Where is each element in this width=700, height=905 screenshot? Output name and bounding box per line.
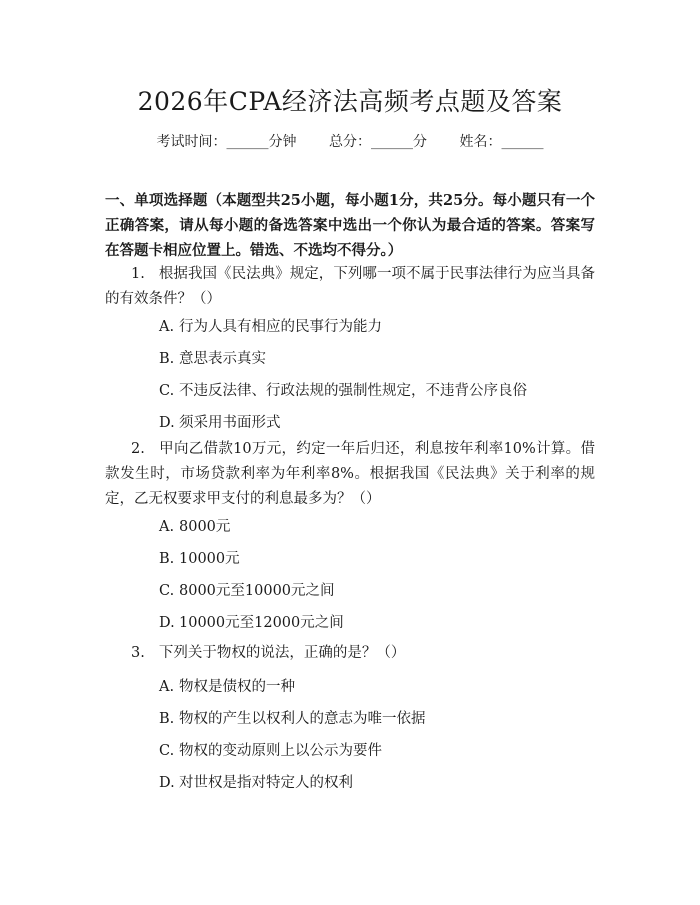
option-letter: A. <box>159 679 175 695</box>
section-heading: 一、单项选择题（本题型共25小题，每小题1分，共25分。每小题只有一个正确答案，请从每小题的备选答案中选出一个你认为最合适的答案。答案写在答题卡相应位置上。错选、不选均不得分。） <box>105 192 595 259</box>
option-2b <box>159 549 599 569</box>
option-text: 物权的产生以权利人的意志为唯一依据 <box>179 711 426 727</box>
option-text: 8000元 <box>179 519 231 535</box>
option-1c <box>159 381 599 401</box>
question-text: 下列关于物权的说法，正确的是？（） <box>158 645 406 661</box>
option-letter: B. <box>159 551 175 567</box>
option-letter: C. <box>159 743 175 759</box>
option-1b <box>159 349 599 369</box>
option-text: 须采用书面形式 <box>179 415 281 431</box>
option-3a <box>159 677 599 697</box>
option-letter: D. <box>159 775 175 791</box>
option-text: 10000元至12000元之间 <box>179 615 344 631</box>
option-text: 对世权是指对特定人的权利 <box>179 775 353 791</box>
option-2d <box>159 613 599 633</box>
option-2c <box>159 581 599 601</box>
option-text: 不违反法律、行政法规的强制性规定，不违背公序良俗 <box>179 383 527 399</box>
question-2 <box>105 437 595 512</box>
total-score-field: 总分：______分 <box>329 134 427 150</box>
option-letter: B. <box>159 711 175 727</box>
option-text: 行为人具有相应的民事行为能力 <box>179 319 382 335</box>
page-title: 2026年CPA经济法高频考点题及答案 <box>137 87 563 116</box>
option-letter: D. <box>159 415 175 431</box>
question-1 <box>105 262 595 312</box>
option-3d <box>159 773 599 793</box>
question-number: 3. <box>131 645 145 661</box>
option-letter: A. <box>159 519 175 535</box>
option-letter: C. <box>159 383 175 399</box>
option-letter: A. <box>159 319 175 335</box>
question-number: 1. <box>131 266 145 282</box>
exam-time-field: 考试时间：______分钟 <box>156 134 297 150</box>
question-text: 根据我国《民法典》规定，下列哪一项不属于民事法律行为应当具备的有效条件？（） <box>105 266 595 307</box>
option-1a <box>159 317 599 337</box>
option-text: 10000元 <box>179 551 240 567</box>
option-letter: B. <box>159 351 175 367</box>
option-2a <box>159 517 599 537</box>
student-name-field: 姓名：______ <box>459 134 544 150</box>
question-3 <box>105 641 595 666</box>
question-text: 甲向乙借款10万元，约定一年后归还，利息按年利率10%计算。借款发生时，市场贷款利率为年利率8%。根据我国《民法典》关于利率的规定，乙无权要求甲支付的利息最多为？（） <box>105 441 595 507</box>
option-1d <box>159 413 599 433</box>
option-text: 意思表示真实 <box>179 351 266 367</box>
option-3b <box>159 709 599 729</box>
exam-info-line <box>0 131 700 151</box>
option-letter: C. <box>159 583 175 599</box>
option-letter: D. <box>159 615 175 631</box>
option-text: 物权是债权的一种 <box>179 679 295 695</box>
option-text: 物权的变动原则上以公示为要件 <box>179 743 382 759</box>
question-number: 2. <box>131 441 145 457</box>
option-3c <box>159 741 599 761</box>
option-text: 8000元至10000元之间 <box>179 583 335 599</box>
